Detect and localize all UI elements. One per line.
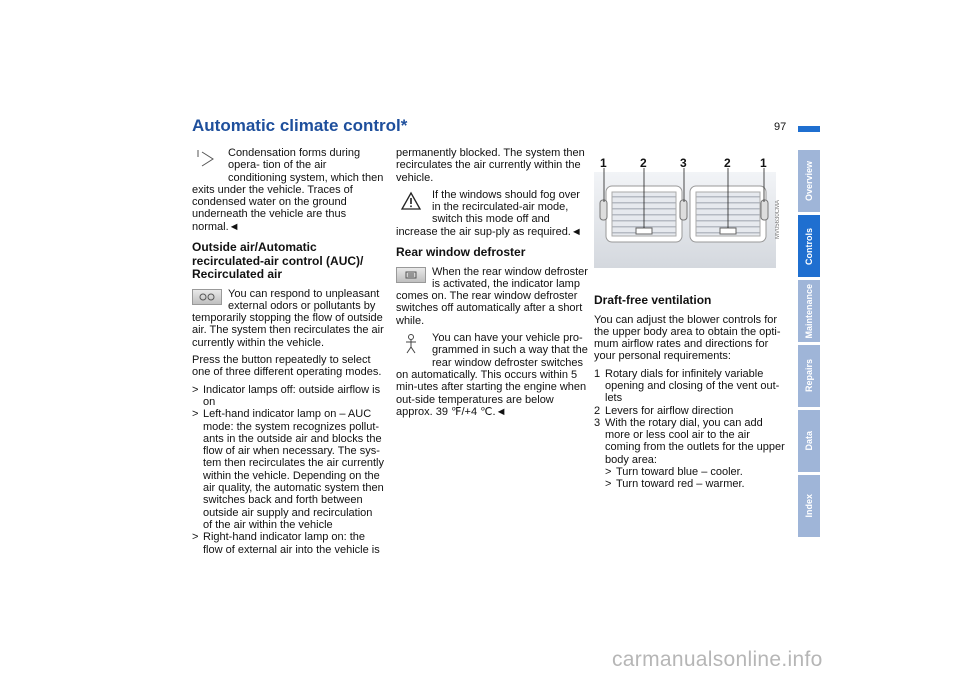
tab-repairs[interactable]: Repairs [798,345,820,407]
section-heading-recirculated-air: Outside air/Automatic recirculated-air control (AUC)/ Recirculated air [192,240,364,282]
tab-maintenance[interactable]: Maintenance [798,280,820,342]
condensation-note-line1: Condensation forms during opera- [228,147,361,172]
section-tabs [798,150,820,540]
recirculation-intro: You can respond to unpleasant external odors or pollutants by temporarily stopping the flow of outside air. The system then recirculates the air currently within the vehicle. [192,287,384,349]
figure-label-1: 1 [600,156,607,170]
figure-label-2: 2 [724,156,731,170]
operating-modes-list [192,384,384,556]
ventilation-sublist [594,466,786,491]
list-item: 2 Levers for airflow direction [594,404,734,417]
ventilation-intro: You can adjust the blower controls for the upper body area to obtain the opti-mum airflow rates and directions for your personal requirements: [594,313,781,363]
section-heading-draft-free-ventilation: Draft-free ventilation [594,293,712,307]
list-item: > Left-hand indicator lamp on – AUC mode: the system recognizes pollut-ants in the outside air and blocks the flow of air when necessary. The sys-tem then recirculates the air currently within the vehicle. Depending on the air quality, the automatic system then switches back and forth between outside air supply and recirculation of the air within the vehicle [192,408,384,531]
list-item: > Turn toward blue – cooler. [605,466,743,479]
note-arrow-icon [192,148,222,170]
fogging-warning: If the windows should fog over in the recirculated-air mode, switch this mode off and increase the air sup-ply as required.◄ [396,188,582,238]
page-number: 97 [774,121,787,133]
rear-defroster-programming: You can have your vehicle pro-grammed in such a way that the rear window defroster switches on automatically. This occurs within 5 min-utes after starting the engine when out-side temperatures are below approx. 39 ℉/+4 ℃.◄ [396,332,588,418]
tab-overview[interactable]: Overview [798,150,820,212]
list-item: 1 Rotary dials for infinitely variable opening and closing of the vent out-lets [594,367,780,405]
column-3 [594,294,786,496]
recirculation-button-icon [192,289,222,305]
ventilation-list [594,368,786,466]
list-item: > Indicator lamps off: outside airflow is on [192,383,381,408]
section-heading-rear-window-defroster: Rear window defroster [396,245,526,260]
page-number-bar [798,126,820,132]
tab-data[interactable]: Data [798,410,820,472]
rear-defroster-description: When the rear window defroster is activated, the indicator lamp comes on. The rear window defroster switches off automatically after a short while. [396,265,588,327]
warning-icon [396,190,426,212]
figure-label-2: 2 [640,156,647,170]
operating-modes-intro: Press the button repeatedly to select one of three different operating modes. [192,354,382,379]
watermark: carmanualsonline.info [612,648,823,671]
tab-index[interactable]: Index [798,475,820,537]
list-item: > Right-hand indicator lamp on: the flow of external air into the vehicle is [192,531,380,556]
figure-code: MV05630CMA [775,200,781,240]
column-2 [396,147,588,423]
rear-defroster-button-icon [396,267,426,283]
list-item: 3 With the rotary dial, you can add more or less cool air to the air coming from the outlets for the upper body area: [594,416,785,466]
condensation-note-line2: tion of the air conditioning system, which then exits under the vehicle. Traces of condensed water on the ground underneath the vehicle are thus normal.◄ [192,159,384,233]
recirculation-continued: permanently blocked. The system then recirculates the air currently within the vehicle. [396,147,585,184]
tab-controls[interactable]: Controls [798,215,820,277]
figure-label-1: 1 [760,156,767,170]
workshop-person-icon [396,333,426,355]
list-item: > Turn toward red – warmer. [605,478,745,491]
figure-label-3: 3 [680,156,687,170]
page-title: Automatic climate control* [192,116,408,135]
vent-illustration [594,150,776,280]
column-1 [192,147,384,561]
